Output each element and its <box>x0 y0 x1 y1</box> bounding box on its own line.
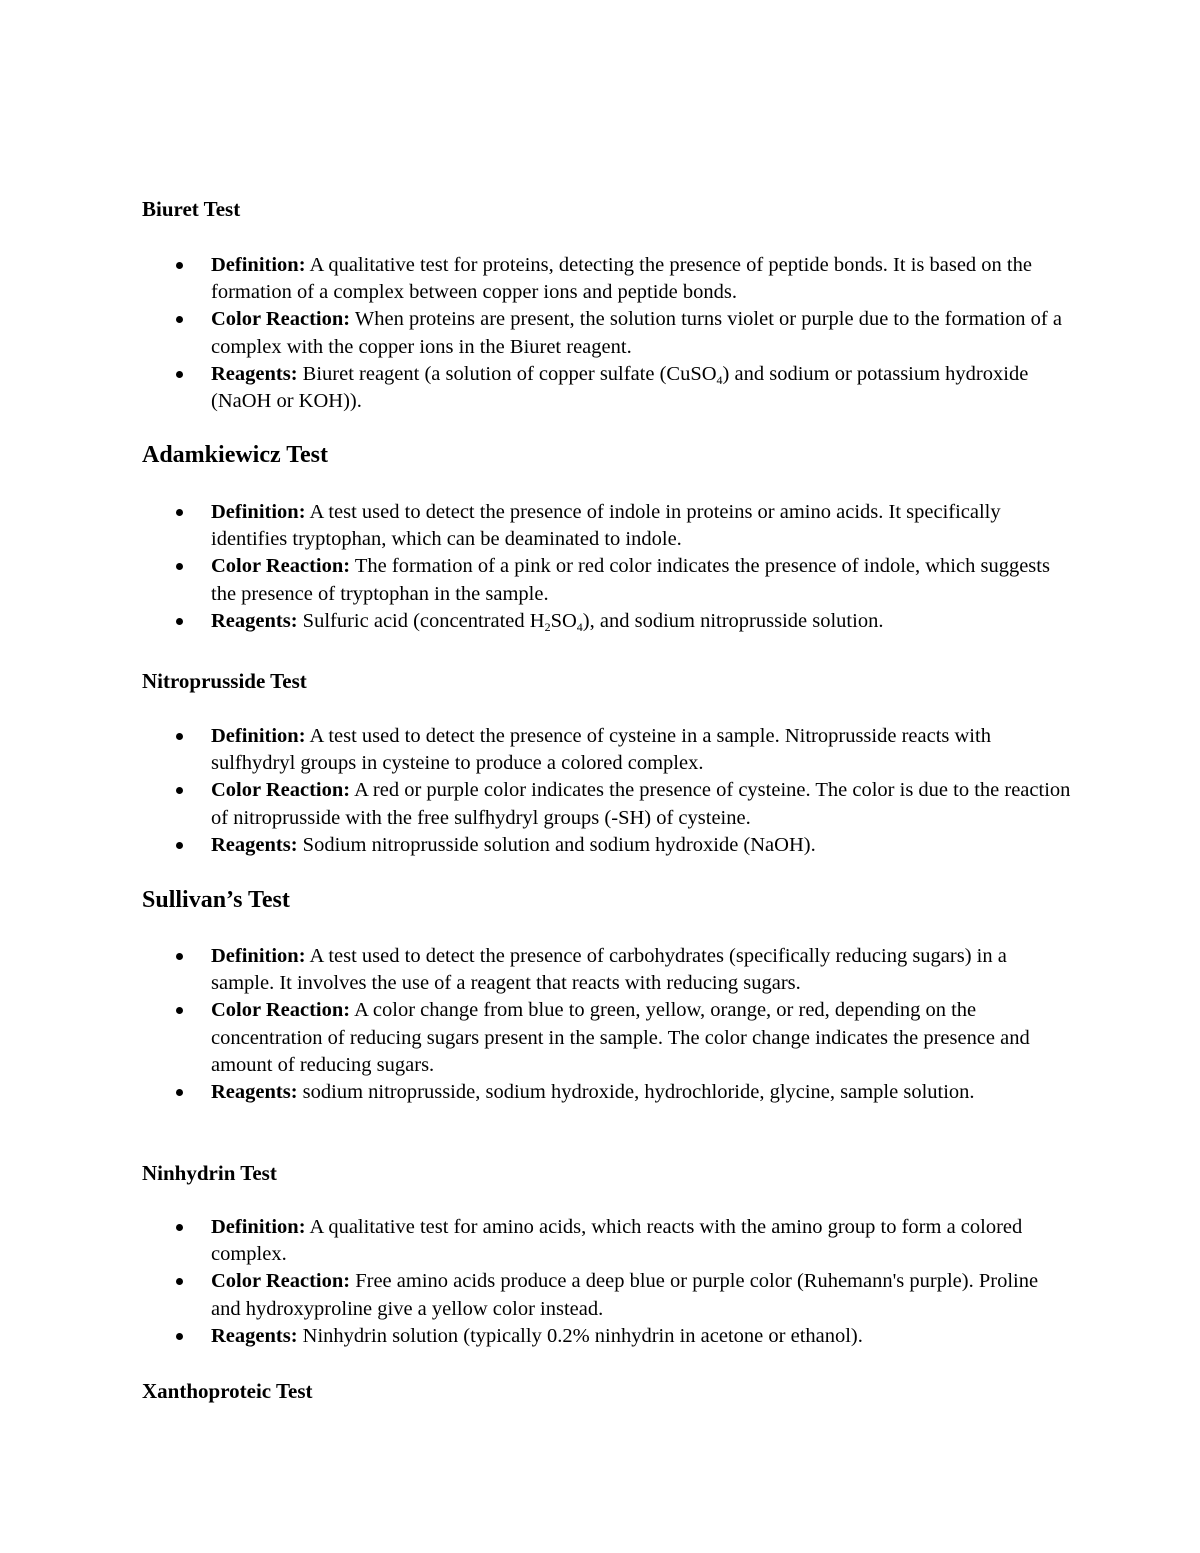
section-title-adamkiewicz: Adamkiewicz Test <box>142 442 328 468</box>
item-label: Definition: <box>211 254 306 276</box>
item-text: A qualitative test for amino acids, which reacts with the amino group to form a colored complex. <box>211 1216 1023 1266</box>
bullet-list-nitroprusside <box>142 723 1071 859</box>
list-item <box>142 997 1071 1079</box>
item-text: A red or purple color indicates the presence of cysteine. The color is due to the reaction of nitroprusside with the free sulfhydryl groups (-SH) of cysteine. <box>211 779 1071 829</box>
item-label: Reagents: <box>211 1324 298 1347</box>
subscript: 4 <box>716 372 723 387</box>
item-text: The formation of a pink or red color indicates the presence of indole, which suggests the presence of tryptophan in the sample. <box>211 555 1050 605</box>
list-item <box>142 1323 1071 1350</box>
bullet-icon <box>176 1224 183 1231</box>
list-item <box>142 723 1071 777</box>
bullet-list-biuret <box>142 252 1071 415</box>
item-label: Color Reaction: <box>211 1270 351 1293</box>
item-label: Definition: <box>211 945 306 967</box>
item-text-part: ) and sodium or potassium hydroxide (NaOH or KOH)). <box>211 362 1029 413</box>
list-item <box>142 943 1071 997</box>
list-item <box>142 252 1071 306</box>
bullet-icon <box>176 1007 183 1014</box>
bullet-icon <box>176 1333 183 1340</box>
item-label: Reagents: <box>211 833 298 856</box>
item-label: Reagents: <box>211 362 298 385</box>
subscript: 4 <box>576 619 583 634</box>
bullet-icon <box>176 842 183 849</box>
item-label: Definition: <box>211 725 306 747</box>
item-label: Color Reaction: <box>211 999 351 1022</box>
bullet-icon <box>176 953 183 960</box>
bullet-icon <box>176 509 183 516</box>
list-item <box>142 832 1071 859</box>
section-title-biuret: Biuret Test <box>142 197 241 221</box>
item-label: Definition: <box>211 1216 306 1238</box>
bullet-list-sullivan <box>142 943 1071 1106</box>
bullet-list-ninhydrin <box>142 1214 1071 1350</box>
list-item <box>142 499 1071 553</box>
item-text: Sodium nitroprusside solution and sodium hydroxide (NaOH). <box>302 833 816 856</box>
item-label: Reagents: <box>211 609 298 632</box>
item-text-part: Biuret reagent (a solution of copper sulfate (CuSO <box>302 362 717 385</box>
item-text: A color change from blue to green, yellow, orange, or red, depending on the concentration of reducing sugars present in the sample. The color change indicates the presence and amount of reducing sugars. <box>211 999 1030 1076</box>
item-text: A test used to detect the presence of carbohydrates (specifically reducing sugars) in a sample. It involves the use of a reagent that reacts with reducing sugars. <box>211 945 1007 995</box>
item-text-part: Sulfuric acid (concentrated H <box>302 609 545 632</box>
item-text: Free amino acids produce a deep blue or purple color (Ruhemann's purple). Proline and hydroxyproline give a yellow color instead. <box>211 1270 1039 1320</box>
list-item <box>142 608 1071 635</box>
bullet-list-adamkiewicz <box>142 499 1071 635</box>
bullet-icon <box>176 733 183 740</box>
bullet-icon <box>176 262 183 269</box>
bullet-icon <box>176 618 183 625</box>
section-title-nitroprusside: Nitroprusside Test <box>142 669 307 693</box>
list-item <box>142 553 1071 607</box>
item-text: When proteins are present, the solution turns violet or purple due to the formation of a complex with the copper ions in the Biuret reagent. <box>211 308 1062 358</box>
list-item <box>142 1268 1071 1322</box>
item-text: A test used to detect the presence of cysteine in a sample. Nitroprusside reacts with sulfhydryl groups in cysteine to produce a colored complex. <box>211 725 991 775</box>
item-text: A test used to detect the presence of indole in proteins or amino acids. It specifically identifies tryptophan, which can be deaminated to indole. <box>211 501 1001 551</box>
item-text: Ninhydrin solution (typically 0.2% ninhydrin in acetone or ethanol). <box>302 1324 863 1347</box>
item-label: Color Reaction: <box>211 308 351 331</box>
item-text: A qualitative test for proteins, detecting the presence of peptide bonds. It is based on the formation of a complex between copper ions and peptide bonds. <box>211 254 1032 304</box>
bullet-icon <box>176 1089 183 1096</box>
list-item <box>142 361 1071 415</box>
list-item <box>142 306 1071 360</box>
bullet-icon <box>176 1278 183 1285</box>
bullet-icon <box>176 371 183 378</box>
subscript: 2 <box>544 619 551 634</box>
list-item <box>142 1214 1071 1268</box>
item-text-part: SO <box>550 609 577 632</box>
section-title-ninhydrin: Ninhydrin Test <box>142 1161 277 1185</box>
item-label: Color Reaction: <box>211 555 351 578</box>
list-item <box>142 777 1071 831</box>
list-item <box>142 1079 1071 1106</box>
section-title-sullivan: Sullivan’s Test <box>142 887 290 913</box>
bullet-icon <box>176 316 183 323</box>
item-label: Color Reaction: <box>211 779 351 802</box>
item-text: sodium nitroprusside, sodium hydroxide, hydrochloride, glycine, sample solution. <box>302 1081 975 1104</box>
item-text-part: ), and sodium nitroprusside solution. <box>582 609 884 632</box>
item-label: Reagents: <box>211 1081 298 1104</box>
item-label: Definition: <box>211 501 306 523</box>
section-title-xanthoproteic: Xanthoproteic Test <box>142 1379 313 1403</box>
bullet-icon <box>176 787 183 794</box>
bullet-icon <box>176 563 183 570</box>
